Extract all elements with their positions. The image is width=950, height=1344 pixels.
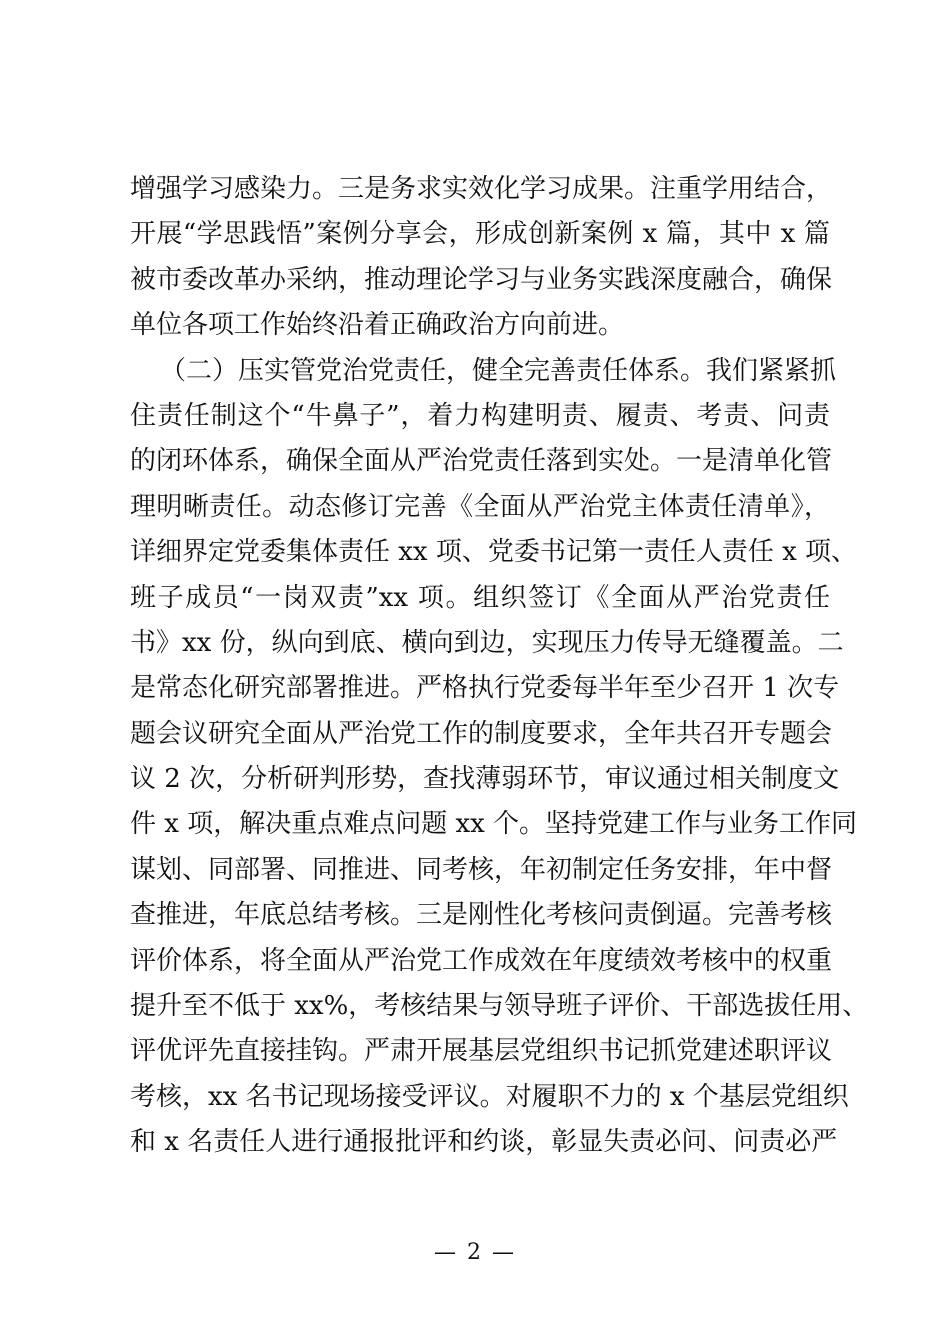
text-line: 提升至不低于 xx%，考核结果与领导班子评价、干部选拔任用、 xyxy=(130,991,869,1022)
section-heading-line: （二）压实管党治党责任，健全完善责任体系。我们紧紧抓 xyxy=(160,355,837,386)
text-line: 谋划、同部署、同推进、同考核，年初制定任务安排，年中督 xyxy=(130,854,833,885)
document-body xyxy=(130,167,869,1166)
text-line: 详细界定党委集体责任 xx 项、党委书记第一责任人责任 x 项、 xyxy=(130,537,858,568)
text-line: 书》xx 份，纵向到底、横向到边，实现压力传导无缝覆盖。二 xyxy=(130,627,844,658)
text-line: 单位各项工作始终沿着正确政治方向前进。 xyxy=(130,310,625,341)
text-line: 题会议研究全面从严治党工作的制度要求，全年共召开专题会 xyxy=(130,718,833,749)
text-line: 的闭环体系，确保全面从严治党责任落到实处。一是清单化管 xyxy=(130,446,833,477)
text-line: 考核，xx 名书记现场接受评议。对履职不力的 x 个基层党组织 xyxy=(130,1081,849,1112)
text-line: 增强学习感染力。三是务求实效化学习成果。注重学用结合， xyxy=(130,174,833,204)
text-line: 被市委改革办采纳，推动理论学习与业务实践深度融合，确保 xyxy=(130,264,833,295)
text-line: 议 2 次，分析研判形势，查找薄弱环节，审议通过相关制度文 xyxy=(130,764,840,795)
text-line: 评优评先直接挂钩。严肃开展基层党组织书记抓党建述职评议 xyxy=(130,1036,833,1067)
text-line: 和 x 名责任人进行通报批评和约谈，彰显失责必问、问责必严 xyxy=(130,1127,838,1158)
text-line: 开展“学思践悟”案例分享会，形成创新案例 x 篇，其中 x 篇 xyxy=(130,219,830,250)
text-line: 住责任制这个“牛鼻子”，着力构建明责、履责、考责、问责 xyxy=(130,400,830,431)
text-line: 评价体系，将全面从严治党工作成效在年度绩效考核中的权重 xyxy=(130,945,833,976)
text-line: 件 x 项，解决重点难点问题 xx 个。坚持党建工作与业务工作同 xyxy=(130,809,858,840)
text-line: 是常态化研究部署推进。严格执行党委每半年至少召开 1 次专 xyxy=(130,673,840,704)
page-number: — 2 — xyxy=(434,1240,516,1265)
text-line: 理明晰责任。动态修订完善《全面从严治党主体责任清单》， xyxy=(130,491,830,522)
text-line: 查推进，年底总结考核。三是刚性化考核问责倒逼。完善考核 xyxy=(130,900,833,931)
text-line: 班子成员“一岗双责”xx 项。组织签订《全面从严治党责任 xyxy=(130,582,830,613)
